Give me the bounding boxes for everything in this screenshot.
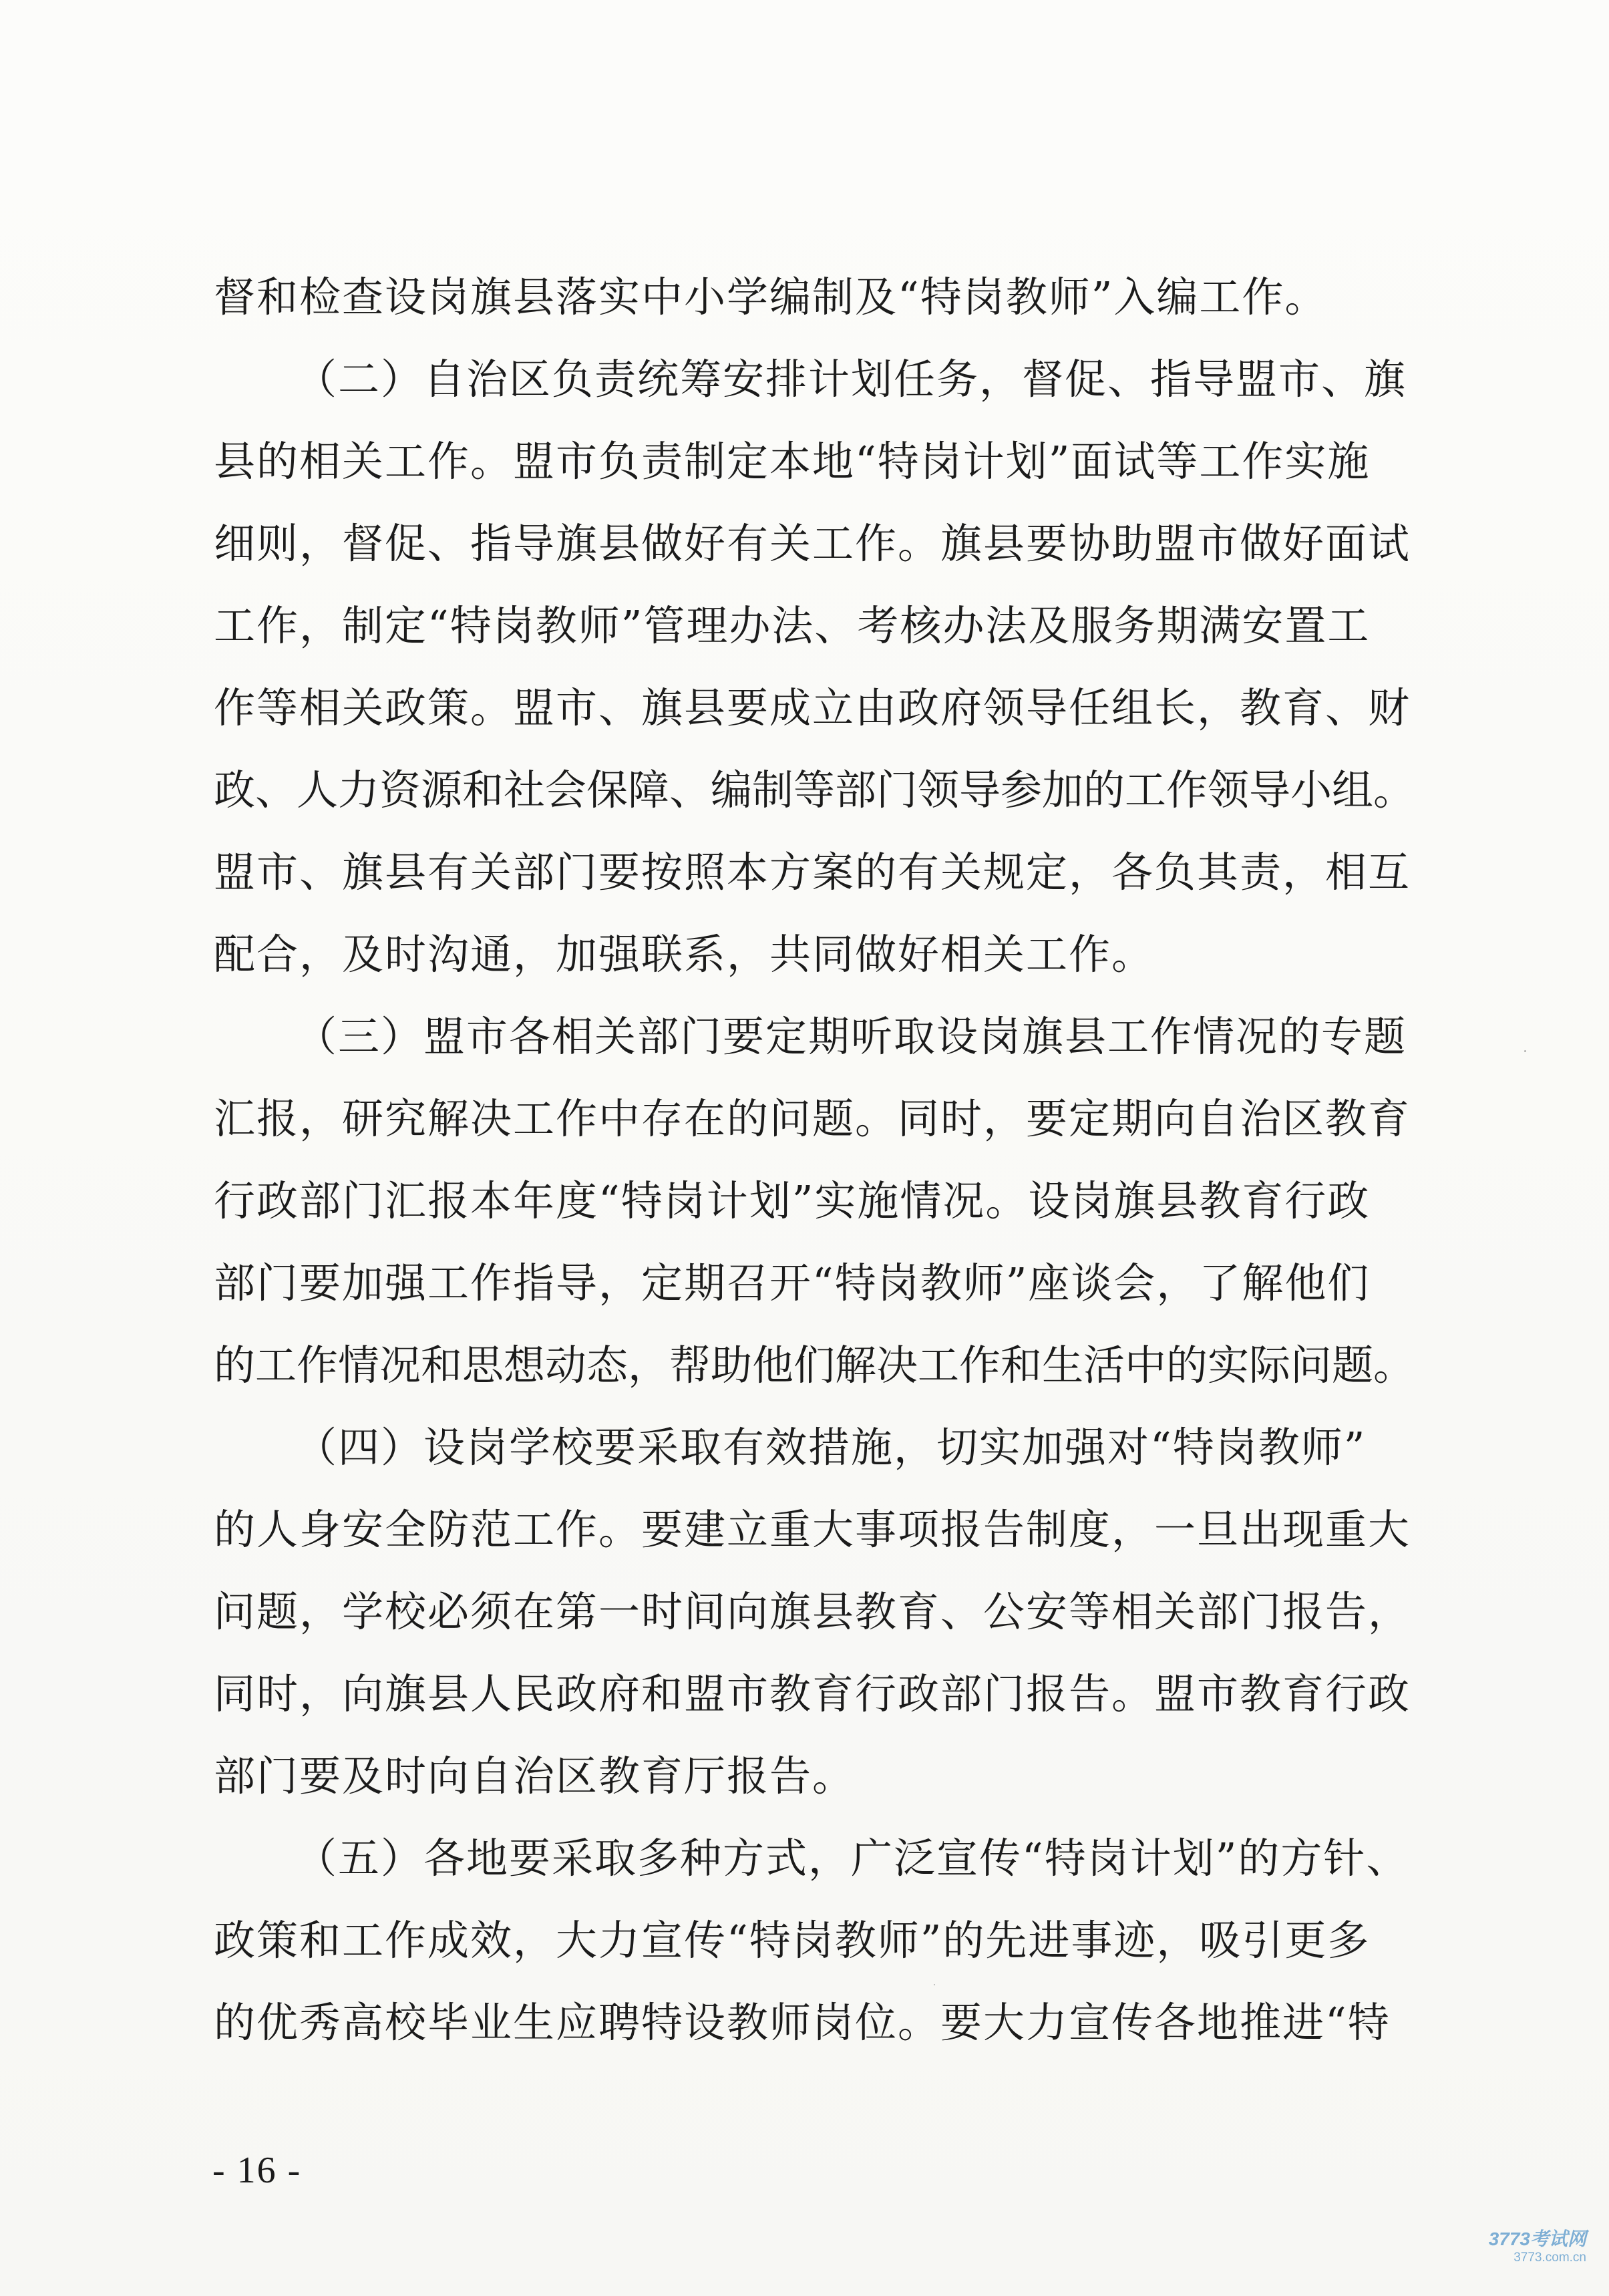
- paragraph-2-line-1: （二）自治区负责统筹安排计划任务，督促、指导盟市、旗: [295, 355, 1407, 403]
- paragraph-4-line-4: 同时，向旗县人民政府和盟市教育行政部门报告。盟市教育行政: [214, 1669, 1411, 1718]
- paragraph-2-line-6: 政、人力资源和社会保障、编制等部门领导参加的工作领导小组。: [214, 766, 1415, 814]
- paragraph-4-line-3: 问题，学校必须在第一时间向旗县教育、公安等相关部门报告，: [214, 1587, 1411, 1636]
- paragraph-3-line-1: （三）盟市各相关部门要定期听取设岗旗县工作情况的专题: [295, 1012, 1407, 1061]
- paragraph-5-line-1: （五）各地要采取多种方式，广泛宣传“特岗计划”的方针、: [295, 1834, 1409, 1882]
- paragraph-5-line-2: 政策和工作成效，大力宣传“特岗教师”的先进事迹，吸引更多: [214, 1916, 1371, 1965]
- paragraph-2-line-5: 作等相关政策。盟市、旗县要成立由政府领导任组长，教育、财: [214, 683, 1411, 732]
- document-body: [214, 256, 1436, 2064]
- paragraph-2-line-7: 盟市、旗县有关部门要按照本方案的有关规定，各负其责，相互: [214, 848, 1411, 896]
- paragraph-3-line-5: 的工作情况和思想动态，帮助他们解决工作和生活中的实际问题。: [214, 1341, 1415, 1389]
- paragraph-4-line-2: 的人身安全防范工作。要建立重大事项报告制度，一旦出现重大: [214, 1505, 1411, 1554]
- paragraph-4-line-1: （四）设岗学校要采取有效措施，切实加强对“特岗教师”: [295, 1423, 1367, 1472]
- paragraph-2-line-4: 工作，制定“特岗教师”管理办法、考核办法及服务期满安置工: [214, 601, 1371, 650]
- watermark-brand: 3773考试网: [1488, 2229, 1586, 2249]
- paragraph-3-line-3: 行政部门汇报本年度“特岗计划”实施情况。设岗旗县教育行政: [214, 1176, 1371, 1225]
- paragraph-4-line-5: 部门要及时向自治区教育厅报告。: [214, 1752, 856, 1800]
- paragraph-3-line-2: 汇报，研究解决工作中存在的问题。同时，要定期向自治区教育: [214, 1094, 1411, 1143]
- paragraph-2-line-8: 配合，及时沟通，加强联系，共同做好相关工作。: [214, 930, 1155, 979]
- scan-speck: [934, 1984, 935, 1985]
- page-number: - 16 -: [212, 2150, 302, 2191]
- scan-speck: [1524, 1050, 1526, 1052]
- paragraph-2-line-3: 细则，督促、指导旗县做好有关工作。旗县要协助盟市做好面试: [214, 519, 1411, 568]
- text-line-1: 督和检查设岗旗县落实中小学编制及“特岗教师”入编工作。: [214, 273, 1328, 321]
- paragraph-5-line-3: 的优秀高校毕业生应聘特设教师岗位。要大力宣传各地推进“特: [214, 1998, 1391, 2047]
- paragraph-3-line-4: 部门要加强工作指导，定期召开“特岗教师”座谈会，了解他们: [214, 1259, 1371, 1307]
- paragraph-2-line-2: 县的相关工作。盟市负责制定本地“特岗计划”面试等工作实施: [214, 437, 1371, 486]
- site-watermark: [1449, 2228, 1586, 2271]
- watermark-url: 3773.com.cn: [1513, 2251, 1586, 2265]
